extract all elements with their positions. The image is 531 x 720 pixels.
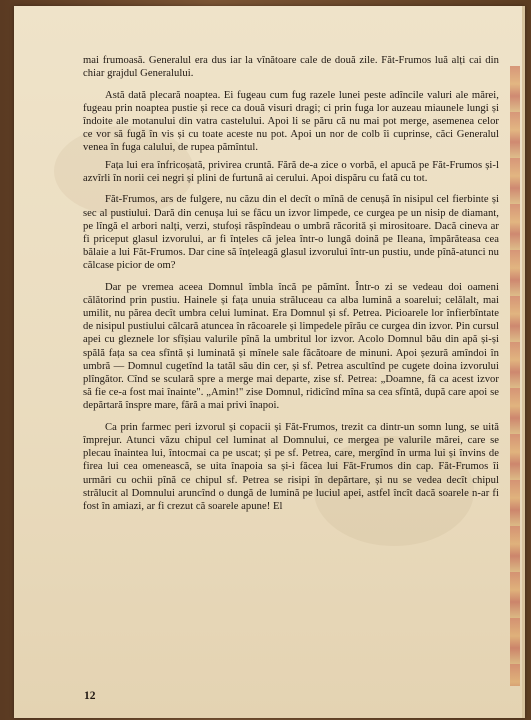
paragraph-3: Fața lui era înfricoșată, privirea cruntă. Fără de-a zice o vorbă, el apucă pe Făt-Frumos și-l azvîrli în norii cei negri și plini de furtună ai cerului. Apoi dispăru cu fată cu tot. <box>83 159 499 184</box>
paragraph-4: Făt-Frumos, ars de fulgere, nu căzu din el decît o mînă de cenușă în nisipul cel fierbinte și sec al pustiului. Dară din cenușa lui se făcu un izvor limpede, ce curgea pe un nisip de diamant, pe lîngă el arbori nalți, verzi, stufoși răspîndeau o umbră răcoritǎ și mirositoare. Dacă cineva ar fi priceput glasul izvorului, ar fi înțeles că jelea într-o lungă doină pe Ileana, împărăteasa cea bălaie a lui Făt-Frumos. Dar cine să înțeleagă glasul izvorului într-un pustiu, unde pînă-atunci nu călcase picior de om? <box>83 194 499 272</box>
page-edge-strip <box>510 66 520 686</box>
paragraph-1: mai frumoasă. Generalul era dus iar la vînătoare cale de două zile. Făt-Frumos luă alți cai din chiar grajdul Generalului. <box>83 55 499 80</box>
paragraph-2: Astă dată plecară noaptea. Ei fugeau cum fug razele lunei peste adîncile valuri ale mărei, fugeau prin noaptea pustie și rece ca două visuri dragi; ci prin fuga lor auzeau miaunele lungi și îndoite ale motanului din vatra castelului. Apoi li se păru că nu mai pot merge, asemenea celor ce vor să fugă în vis și cu toate aceste nu pot. Apoi un nor de colb îi cuprinse, căci Generalul venea în fuga calului, de rupea pămîntul. <box>83 89 499 154</box>
paragraph-5: Dar pe vremea aceea Domnul îmbla încă pe pămînt. Într-o zi se vedeau doi oameni călătorind prin pustiu. Hainele și fața unuia străluceau ca alba lumină a soarelui; celălalt, mai umilit, nu părea decît umbra celui luminat. Era Domnul și sf. Petrea. Picioarele lor înfierbîntate de nisipul pustiului călcară atuncea în răcoarele și limpedele pîrău ce curgea din izvor. Pin cursul apei cu gleznele lor sfîșiau valurile pînă la umbritul lor izvor. Acolo Domnul bău din apă și-și spălă fața sa cea sfîntă și luminată și mînele sale făcătoare de minuni. Apoi șezură amîndoi în umbră — Domnul cugetînd la tatăl său din cer, și sf. Petrea ascultînd pe cugete doina izvorului plîngător. Cînd se sculară spre a merge mai departe, zise sf. Petrea: „Doamne, fă ca acest izvor să fie ce-a fost mai înainte". „Amin!" zise Domnul, ridicînd mîna sa cea sfîntă, după care apoi se depărtară înspre mare, fără a mai privi înapoi. <box>83 281 499 412</box>
page-body-text <box>83 54 499 522</box>
page-number: 12 <box>84 690 96 702</box>
paragraph-6: Ca prin farmec peri izvorul și copacii și Făt-Frumos, trezit ca dintr-un somn lung, se uită împrejur. Atunci văzu chipul cel luminat al Domnului, ce mergea pe valurile mărei, care se plecau înaintea lui, întocmai ca pe uscat; și pe sf. Petrea, care, mergînd în urma lui și învins de firea lui cea omenească, se uita înapoia sa și-i făcea lui Făt-Frumos din cap. Făt-Frumos îi urmări cu ochii pînă ce chipul sf. Petrea se risipi în depărtare, și nu se vedea decît chipul strălucit al Domnului aruncînd o dungă de lumină pe luciul apei, astfel încît dacă soarele n-ar fi fost în amiazi, ar fi crezut că soarele apune! El <box>83 421 499 512</box>
